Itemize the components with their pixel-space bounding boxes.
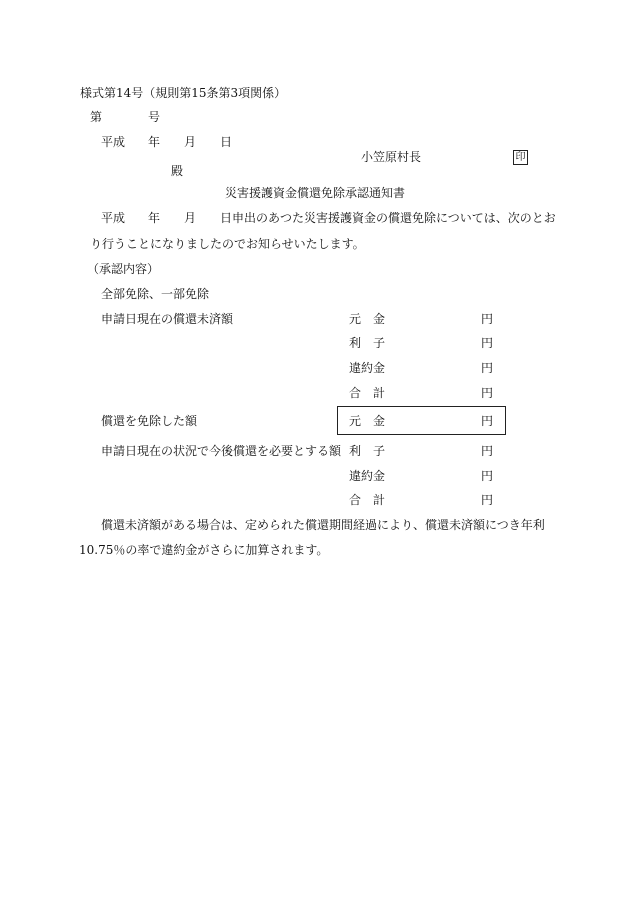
date-day: 日 xyxy=(220,135,233,149)
doc-number-suffix: 号 xyxy=(148,110,161,124)
body-text-line1: 日申出のあつた災害援護資金の償還免除については、次のとお xyxy=(220,211,556,225)
date-month: 月 xyxy=(184,135,197,149)
required-amount-label: 申請日現在の状況で今後償還を必要とする額 xyxy=(101,444,342,458)
required-unit: 円 xyxy=(481,493,494,507)
unpaid-unit: 円 xyxy=(481,336,494,350)
exempted-item: 元 金 xyxy=(349,414,386,428)
addressee-suffix: 殿 xyxy=(171,164,184,178)
unpaid-item: 違約金 xyxy=(349,361,386,375)
unpaid-item: 元 金 xyxy=(349,312,386,326)
note-line2: 10.75％の率で違約金がさらに加算されます。 xyxy=(79,543,329,557)
date-era: 平成 xyxy=(101,135,126,149)
unpaid-amount-label: 申請日現在の償還未済額 xyxy=(101,312,234,326)
exempted-unit: 円 xyxy=(481,414,494,428)
unpaid-unit: 円 xyxy=(481,386,494,400)
body-era: 平成 xyxy=(101,211,126,225)
unpaid-unit: 円 xyxy=(481,361,494,375)
issuer-name: 小笠原村長 xyxy=(361,150,422,164)
required-item: 合 計 xyxy=(349,493,386,507)
body-month: 月 xyxy=(184,211,197,225)
doc-number-prefix: 第 xyxy=(90,110,103,124)
unpaid-item: 合 計 xyxy=(349,386,386,400)
required-item: 違約金 xyxy=(349,469,386,483)
exemption-type: 全部免除、一部免除 xyxy=(101,287,210,301)
unpaid-unit: 円 xyxy=(481,312,494,326)
exempted-amount-label: 償還を免除した額 xyxy=(101,414,198,428)
date-year: 年 xyxy=(148,135,161,149)
required-unit: 円 xyxy=(481,444,494,458)
seal-mark: 印 xyxy=(513,150,528,165)
approval-heading: （承認内容） xyxy=(87,262,160,276)
required-item: 利 子 xyxy=(349,444,386,458)
unpaid-item: 利 子 xyxy=(349,336,386,350)
body-text-line2: り行うことになりましたのでお知らせいたします。 xyxy=(90,237,365,251)
document-title: 災害援護資金償還免除承認通知書 xyxy=(225,186,406,200)
form-number: 様式第14号（規則第15条第3項関係） xyxy=(80,86,287,100)
required-unit: 円 xyxy=(481,469,494,483)
body-year: 年 xyxy=(148,211,161,225)
note-line1: 償還未済額がある場合は、定められた償還期間経過により、償還未済額につき年利 xyxy=(101,518,545,532)
